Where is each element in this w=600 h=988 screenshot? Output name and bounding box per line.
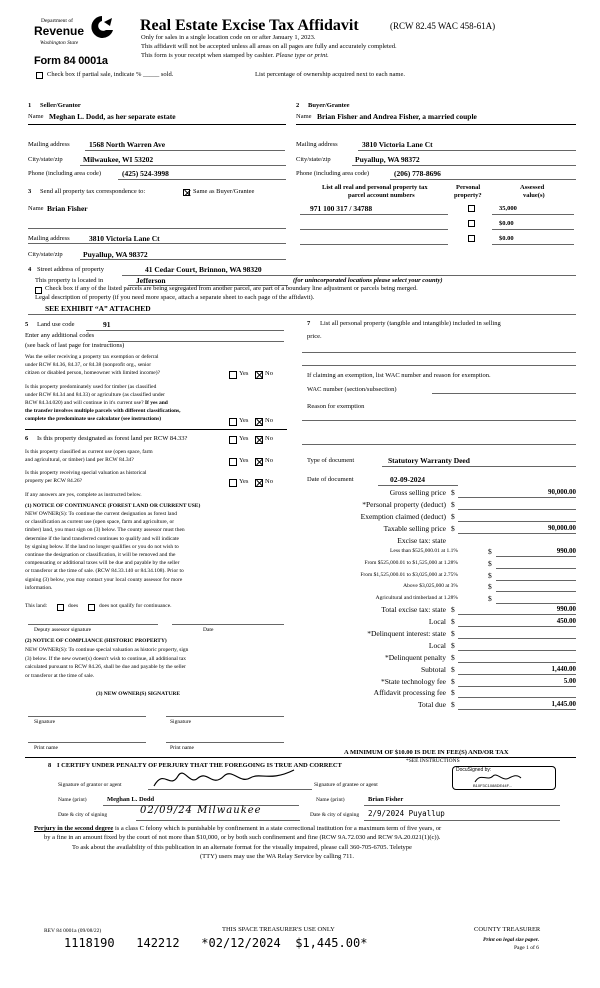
tax-row-label-19: Total due — [417, 700, 446, 709]
tax-row-value-12[interactable]: 450.00 — [556, 617, 576, 625]
notice2-line-3: calculated pursuant to RCW 84.26, shall be due and payable by the seller — [25, 664, 186, 671]
seller-mailing-line — [85, 150, 285, 151]
notice1-title: (1) NOTICE OF CONTINUANCE (FOREST LAND OR CURRENT USE) — [25, 503, 201, 509]
parcel-line-1 — [300, 214, 448, 215]
s6-q3-line1: Is this property receiving special valuation as historical — [25, 470, 147, 476]
tax-row-label-2: *Personal property (deduct) — [362, 500, 446, 509]
tax-row-dollar-17: $ — [451, 677, 455, 686]
parcel-account-1[interactable]: 971 100 317 / 34788 — [310, 204, 373, 213]
buyer-name-line — [296, 124, 576, 125]
tax-row-line-1 — [458, 497, 576, 498]
tax-row-label-16: Subtotal — [420, 665, 446, 674]
correspondence-name-label: Name — [28, 205, 44, 212]
correspondence-line-b — [28, 243, 286, 244]
notice1-line-8: or transferor at the time of sale. (RCW 84.33.140 or 84.34.108). Prior to — [25, 568, 184, 575]
s6-q2-yes-checkbox[interactable] — [229, 458, 237, 466]
tax-row-label-18: Affidavit processing fee — [373, 688, 446, 697]
parcel-value-1[interactable]: 35,000 — [499, 205, 517, 212]
tax-row-value-6[interactable]: 990.00 — [556, 547, 576, 555]
personal-property-label-b: price. — [307, 333, 322, 340]
tax-row-line-7 — [496, 568, 576, 569]
s6-q3-no-label: No — [265, 478, 273, 485]
notice1-line-6: continue the designation or classification, it will be removed and the — [25, 552, 176, 558]
located-field[interactable]: Jefferson — [136, 276, 166, 285]
s6-answer-note: If any answers are yes, complete as instructed below. — [25, 492, 142, 498]
s6-q1-no-label: No — [265, 435, 273, 442]
s6-q2-no-label: No — [265, 457, 273, 464]
form-revision: REV 84 0001a (09/08/22) — [44, 928, 102, 934]
located-label: This property is located in — [35, 277, 104, 284]
owner-print-label-2: Print name — [170, 745, 194, 751]
tax-row-value-4[interactable]: 90,000.00 — [548, 524, 576, 532]
this-land-label: This land: — [25, 603, 48, 609]
tax-row-value-11[interactable]: 990.00 — [556, 605, 576, 613]
tax-row-label-14: Local — [428, 641, 446, 650]
section6-number: 6 — [25, 435, 29, 442]
parcel-line-3 — [300, 244, 448, 245]
s5-q1-no-label: No — [265, 370, 273, 377]
doc-type-field[interactable]: Statutory Warranty Deed — [388, 456, 470, 465]
parcel-value-3[interactable]: $0.00 — [499, 235, 514, 242]
unincorporated-note: (for unincorporated locations please select your county) — [293, 277, 443, 284]
legal-line — [28, 314, 576, 315]
tax-row-line-4 — [458, 533, 576, 534]
property-number: 4 — [28, 266, 32, 273]
tax-row-line-15 — [458, 662, 576, 663]
tax-row-dollar-18: $ — [451, 688, 455, 697]
tax-row-dollar-9: $ — [488, 582, 492, 591]
parcel-line-2 — [300, 229, 448, 230]
parcel-value-line-2 — [492, 229, 574, 230]
grantor-signature-label: Signature of grantor or agent — [58, 782, 122, 788]
street-line — [122, 275, 576, 276]
tax-row-label-9: Above $3,025,000 at 3% — [403, 583, 458, 589]
s5-q2-bold-line1: the transfer involves multiple parcels with different classifications, — [25, 408, 181, 414]
accessibility-line-2: (TTY) users may use the WA Relay Service by calling 711. — [200, 853, 354, 860]
additional-codes-label: Enter any additional codes — [25, 332, 95, 339]
buyer-name-label: Name — [296, 113, 312, 120]
section5-number: 5 — [25, 321, 29, 328]
grantor-date-line — [136, 820, 300, 821]
grantor-date-field[interactable]: 02/09/24 Milwaukee — [140, 805, 262, 816]
parcel-value-line-3 — [492, 244, 574, 245]
s5-q1-yes-checkbox[interactable] — [229, 371, 237, 379]
notice2-title: (2) NOTICE OF COMPLIANCE (HISTORIC PROPERTY) — [25, 638, 167, 644]
tax-row-dollar-1: $ — [451, 488, 455, 497]
buyer-name-field[interactable]: Brian Fisher and Andrea Fisher, a married couple — [317, 112, 477, 121]
docusign-box — [452, 766, 556, 790]
doc-date-label: Date of document — [307, 476, 354, 483]
land-does-checkbox[interactable] — [57, 604, 64, 611]
personal-property-checkbox-3[interactable] — [468, 235, 475, 242]
personal-property-line-2 — [302, 365, 576, 366]
tax-row-line-8 — [496, 580, 576, 581]
ownership-note: List percentage of ownership acquired next to each name. — [255, 71, 405, 78]
deputy-date-line — [172, 624, 284, 625]
s5-q2-yes-checkbox[interactable] — [229, 418, 237, 426]
deputy-date-label: Date — [203, 627, 214, 633]
tax-row-line-14 — [458, 650, 576, 651]
seller-name-line — [28, 124, 286, 125]
parcel-col-header-3a: Assessed — [520, 184, 545, 191]
tax-row-label-12: Local — [428, 617, 446, 626]
correspondence-city-label: City/state/zip — [28, 251, 63, 258]
header-note-2: This affidavit will not be accepted unless all areas on all pages are fully and accurately completed. — [141, 43, 397, 50]
tax-row-label-13: *Delinquent interest: state — [367, 629, 446, 638]
section5-divider — [25, 429, 287, 430]
s6-q1: Is this property designated as forest land per RCW 84.33? — [37, 435, 188, 442]
tax-row-dollar-14: $ — [451, 641, 455, 650]
segregated-label: Check box if any of the listed parcels are being segregated from another parcel, are part of a boundary line adjustment or parcels being merged. — [45, 285, 418, 292]
exemption-note: If claiming an exemption, list WAC number and reason for exemption. — [307, 372, 491, 379]
tax-row-label-7: From $525,000.01 to $1,525,000 at 1.28% — [364, 560, 458, 566]
s6-q1-yes-checkbox[interactable] — [229, 436, 237, 444]
grantor-date-label: Date & city of signing — [58, 812, 108, 818]
tax-row-label-4: Taxable selling price — [383, 524, 446, 533]
tax-row-dollar-8: $ — [488, 571, 492, 580]
land-use-line — [86, 330, 284, 331]
tax-row-label-11: Total excise tax: state — [381, 605, 446, 614]
s6-q2-yes-label: Yes — [239, 457, 249, 464]
parcel-value-2[interactable]: $0.00 — [499, 220, 514, 227]
accessibility-line-1: To ask about the availability of this publication in an alternate format for the visually impaired, please call 360-705-6705. Teletype — [72, 844, 412, 851]
notice2-line-4: or transferor at the time of sale. — [25, 672, 95, 679]
seller-number: 1 — [28, 102, 32, 109]
seller-name-label: Name — [28, 113, 44, 120]
perjury-line-2: by a fine in an amount fixed by the court of not more than $10,000, or by both such confinement and fine (RCW 9A.72.030 and RCW 9A.20.021(1)(c)). — [44, 834, 441, 841]
deputy-label: Deputy assessor signature — [34, 627, 92, 633]
land-does-not-checkbox[interactable] — [88, 604, 95, 611]
seller-city-label: City/state/zip — [28, 156, 63, 163]
seller-mailing-field[interactable]: 1568 North Warren Ave — [89, 140, 166, 149]
buyer-heading: Buyer/Grantee — [308, 102, 350, 109]
buyer-city-line — [352, 165, 576, 166]
seller-name-field[interactable]: Meghan L. Dodd, as her separate estate — [49, 112, 176, 121]
header-note-1: Only for sales in a single location code on or after January 1, 2023. — [141, 34, 316, 41]
correspondence-city-line — [80, 259, 286, 260]
parcel-col-header-2a: Personal — [456, 184, 481, 191]
seller-mailing-label: Mailing address — [28, 141, 70, 148]
s6-q1-yes-label: Yes — [239, 435, 249, 442]
county-treasurer-label: COUNTY TREASURER — [474, 926, 541, 933]
owner-signature-label-1: Signature — [34, 719, 56, 725]
legal-label: Legal description of property (if you need more space, attach a separate sheet to each page of the affidavit). — [35, 294, 315, 301]
notice1-line-5: by signing below. If the land no longer qualifies or you do not wish to — [25, 543, 179, 550]
buyer-number: 2 — [296, 102, 300, 109]
parcel-col-header-1a: List all real and personal property tax — [322, 184, 428, 191]
tax-row-value-17[interactable]: 5.00 — [563, 677, 576, 685]
additional-codes-line — [108, 341, 284, 342]
s5-q1-line3: citizen or disabled person, homeowner with limited income)? — [25, 370, 161, 376]
buyer-city-label: City/state/zip — [296, 156, 331, 163]
owner-sig-line-2 — [166, 716, 284, 717]
correspondence-number: 3 — [28, 188, 32, 195]
same-as-buyer-checkbox[interactable] — [183, 189, 190, 196]
tax-row-line-18 — [458, 697, 576, 698]
s6-q3-yes-checkbox[interactable] — [229, 479, 237, 487]
buyer-mailing-line — [358, 150, 576, 151]
doc-type-label: Type of document — [307, 457, 355, 464]
tax-row-line-10 — [496, 603, 576, 604]
tax-row-label-6: Less than $525,000.01 at 1.1% — [390, 548, 458, 554]
grantee-date-line — [364, 820, 560, 821]
docusign-id: B10F3C1088DE44F... — [473, 783, 512, 788]
notice1-line-4: determine if the land transferred continues to qualify and will indicate — [25, 535, 179, 542]
form-title: Real Estate Excise Tax Affidavit — [140, 17, 359, 34]
tax-row-dollar-13: $ — [451, 629, 455, 638]
doc-type-line — [382, 466, 576, 467]
see-back-note: (see back of last page for instructions) — [25, 342, 125, 349]
s6-q2-line1: Is this property classified as current use (open space, farm — [25, 449, 153, 455]
seller-phone-field[interactable]: (425) 524-3998 — [122, 169, 169, 178]
s5-q1-yes-label: Yes — [239, 370, 249, 377]
buyer-phone-field[interactable]: (206) 778-8696 — [394, 169, 441, 178]
s5-q2-yes-label: Yes — [239, 417, 249, 424]
tax-row-dollar-11: $ — [451, 605, 455, 614]
owner-print-line-2 — [166, 742, 284, 743]
parcel-col-header-3b: value(s) — [523, 192, 545, 199]
s5-q2-bold-line2: complete the predominate use calculator (see instructions) — [25, 416, 162, 422]
tax-row-label-8: From $1,525,000.01 to $3,025,000 at 2.75% — [360, 572, 458, 578]
agency-state: Washington State — [40, 40, 79, 46]
grantee-date-label: Date & city of signing — [310, 812, 360, 818]
s5-q1-no-checkbox[interactable] — [255, 371, 263, 379]
section8-top-line — [25, 757, 576, 758]
form-number: Form 84 0001a — [34, 55, 108, 67]
s5-q2-no-label: No — [265, 417, 273, 424]
seller-phone-label: Phone (including area code) — [28, 170, 102, 177]
s5-q1-line1: Was the seller receiving a property tax exemption or deferral — [25, 354, 159, 360]
new-owner-signature-heading: (3) NEW OWNER(S) SIGNATURE — [96, 691, 180, 697]
seller-phone-line — [118, 179, 286, 180]
owner-sig-line-1 — [28, 716, 146, 717]
agency-name: Revenue — [34, 24, 85, 38]
buyer-phone-label: Phone (including area code) — [296, 170, 370, 177]
personal-property-label: List all personal property (tangible and intangible) included in selling — [320, 320, 501, 327]
grantee-date-field[interactable]: 2/9/2024 Puyallup — [368, 809, 445, 818]
seller-city-field[interactable]: Milwaukee, WI 53202 — [83, 155, 154, 164]
exemption-reason-line-1 — [302, 420, 576, 421]
buyer-mailing-label: Mailing address — [296, 141, 338, 148]
grantee-name-field[interactable]: Brian Fisher — [368, 796, 404, 803]
section7-number: 7 — [307, 320, 311, 327]
tax-row-label-5: Excise tax: state — [397, 536, 446, 545]
tax-row-value-16[interactable]: 1,440.00 — [551, 665, 576, 673]
perjury-line-1: Perjury in the second degree is a class C felony which is punishable by confinement in a state correctional institution for a maximum term of five years, or — [34, 825, 442, 832]
tax-row-label-17: *State technology fee — [381, 677, 446, 686]
treasurer-use-note: THIS SPACE TREASURER'S USE ONLY — [222, 926, 335, 933]
correspondence-line-a — [28, 228, 286, 229]
grantee-name-label: Name (print) — [316, 797, 345, 803]
treasurer-stamp: 1118190 142212 *02/12/2024 $1,445.00* — [64, 936, 368, 950]
notice1-line-3: timber) land, you must sign on (3) below. The county assessor must then — [25, 527, 185, 534]
owner-print-line-1 — [28, 742, 146, 743]
tax-row-label-10: Agricultural and timberland at 1.28% — [375, 595, 458, 601]
tax-row-dollar-6: $ — [488, 547, 492, 556]
tax-row-dollar-2: $ — [451, 500, 455, 509]
tax-row-dollar-16: $ — [451, 665, 455, 674]
personal-property-line-1 — [302, 352, 576, 353]
page-number: Page 1 of 6 — [514, 945, 539, 951]
tax-row-dollar-3: $ — [451, 512, 455, 521]
deputy-sig-line — [28, 624, 158, 625]
s6-q2-no-checkbox[interactable] — [255, 458, 263, 466]
correspondence-label: Send all property tax correspondence to: — [40, 188, 146, 195]
tax-row-line-9 — [496, 591, 576, 592]
personal-property-checkbox-1[interactable] — [468, 205, 475, 212]
tax-row-label-15: *Delinquent penalty — [384, 653, 446, 662]
correspondence-mailing-label: Mailing address — [28, 235, 70, 242]
tax-row-dollar-12: $ — [451, 617, 455, 626]
notice1-line-9: signing (3) below, you may contact your local county assessor for more — [25, 576, 183, 583]
notice2-line-2: (3) below. If the new owner(s) doesn't wish to continue, all additional tax — [25, 655, 187, 662]
minimum-due-note: A MINIMUM OF $10.00 IS DUE IN FEE(S) AND/OR TAX — [344, 749, 509, 756]
revenue-logo — [88, 14, 116, 40]
wac-label: WAC number (section/subsection) — [307, 386, 397, 393]
print-legal-note: Print on legal size paper. — [483, 937, 540, 943]
s5-q2-line2: under RCW 84.34 and 84.33) or agriculture (as classified under — [25, 392, 165, 398]
s5-q2-no-checkbox[interactable] — [255, 418, 263, 426]
s6-q2-line2: and agricultural, or timber) land per RCW 84.34? — [25, 457, 134, 463]
agency-line1: Department of — [41, 18, 73, 24]
tax-row-line-19 — [458, 709, 576, 710]
parcel-col-header-1b: parcel account numbers — [348, 192, 415, 199]
tax-row-dollar-7: $ — [488, 559, 492, 568]
s6-q3-no-checkbox[interactable] — [255, 479, 263, 487]
tax-row-dollar-15: $ — [451, 653, 455, 662]
personal-property-checkbox-2[interactable] — [468, 220, 475, 227]
tax-row-dollar-19: $ — [451, 700, 455, 709]
tax-row-label-1: Gross selling price — [389, 488, 446, 497]
notice1-line-10: information. — [25, 584, 53, 591]
owner-signature-label-2: Signature — [170, 719, 192, 725]
see-instructions-note: *SEE INSTRUCTIONS — [406, 758, 460, 764]
street-label: Street address of property — [37, 266, 104, 273]
owner-print-label-1: Print name — [34, 745, 58, 751]
tax-row-line-2 — [458, 509, 576, 510]
wac-line — [432, 393, 576, 394]
land-use-label: Land use code — [37, 321, 75, 328]
correspondence-name-field[interactable]: Brian Fisher — [47, 204, 88, 213]
certify-statement: I CERTIFY UNDER PENALTY OF PERJURY THAT THE FOREGOING IS TRUE AND CORRECT — [57, 762, 342, 769]
grantor-name-label: Name (print) — [58, 797, 87, 803]
s6-q1-no-checkbox[interactable] — [255, 436, 263, 444]
street-field[interactable]: 41 Cedar Court, Brinnon, WA 98320 — [145, 265, 262, 274]
tax-row-line-11 — [458, 614, 576, 615]
tax-row-line-16 — [458, 674, 576, 675]
buyer-phone-line — [390, 179, 576, 180]
grantee-signature-label: Signature of grantee or agent — [314, 782, 378, 788]
tax-row-line-13 — [458, 638, 576, 639]
tax-row-line-6 — [496, 556, 576, 557]
grantor-name-field[interactable]: Meghan L. Dodd — [107, 796, 155, 803]
tax-row-line-12 — [458, 626, 576, 627]
tax-row-line-17 — [458, 686, 576, 687]
parcel-col-header-2b: property? — [454, 192, 482, 199]
notice1-line-7: compensating or additional taxes will be due and payable by the seller — [25, 560, 180, 567]
doc-date-field[interactable]: 02-09-2024 — [390, 475, 425, 484]
notice1-line-1: NEW OWNER(S): To continue the current designation as forest land — [25, 511, 177, 517]
s6-q3-yes-label: Yes — [239, 478, 249, 485]
tax-row-dollar-10: $ — [488, 594, 492, 603]
land-does-label: does — [68, 603, 79, 609]
buyer-mailing-field[interactable]: 3810 Victoria Lane Ct — [362, 140, 433, 149]
grantee-name-line — [364, 805, 560, 806]
s5-q2-line1: Is this property predominately used for timber (as classified — [25, 384, 157, 390]
same-as-buyer-label: Same as Buyer/Grantee — [193, 188, 255, 195]
notice1-line-2: or classification as current use (open space, farm and agriculture, or — [25, 519, 175, 526]
buyer-city-field[interactable]: Puyallup, WA 98372 — [355, 155, 420, 164]
partial-sale-label: Check box if partial sale, indicate % _____ sold. — [47, 71, 174, 78]
header-note-3: This form is your receipt when stamped by cashier. Please type or print. — [141, 52, 329, 59]
legal-field[interactable]: SEE EXHIBIT “A” ATTACHED — [45, 304, 151, 313]
notice2-line-1: NEW OWNER(S): To continue special valuation as historic property, sign — [25, 647, 189, 653]
land-does-not-label: does not qualify for continuance. — [99, 603, 172, 609]
exemption-reason-label: Reason for exemption — [307, 403, 365, 410]
s6-q3-line2: property per RCW 84.26? — [25, 478, 83, 484]
tax-row-value-1[interactable]: 90,000.00 — [548, 488, 576, 496]
segregated-checkbox[interactable] — [35, 287, 42, 294]
tax-row-line-3 — [458, 521, 576, 522]
form-statute: (RCW 82.45 WAC 458-61A) — [390, 21, 496, 31]
seller-heading: Seller/Grantor — [40, 102, 81, 109]
tax-row-dollar-4: $ — [451, 524, 455, 533]
section8-number: 8 — [48, 762, 52, 769]
tax-row-value-19[interactable]: 1,445.00 — [551, 700, 576, 708]
land-use-field[interactable]: 91 — [103, 320, 111, 329]
s5-q2-line3: RCW 84.34.020) and will continue in it's current use? If yes and — [25, 400, 168, 406]
s5-q1-line2: under RCW 84.36, 84.37, or 84.38 (nonprofit org., senior — [25, 362, 152, 368]
seller-city-line — [80, 165, 286, 166]
grantor-signature-line — [148, 789, 312, 790]
docusigned-label: DocuSigned by: — [456, 767, 492, 773]
doc-date-line — [378, 485, 458, 486]
correspondence-mailing-field[interactable]: 3810 Victoria Lane Ct — [89, 234, 160, 243]
parcel-value-line-1 — [492, 214, 574, 215]
exemption-reason-line-2 — [302, 444, 576, 445]
correspondence-city-field[interactable]: Puyallup, WA 98372 — [83, 250, 148, 259]
tax-row-label-3: Exemption claimed (deduct) — [360, 512, 446, 521]
partial-sale-checkbox[interactable] — [36, 72, 43, 79]
